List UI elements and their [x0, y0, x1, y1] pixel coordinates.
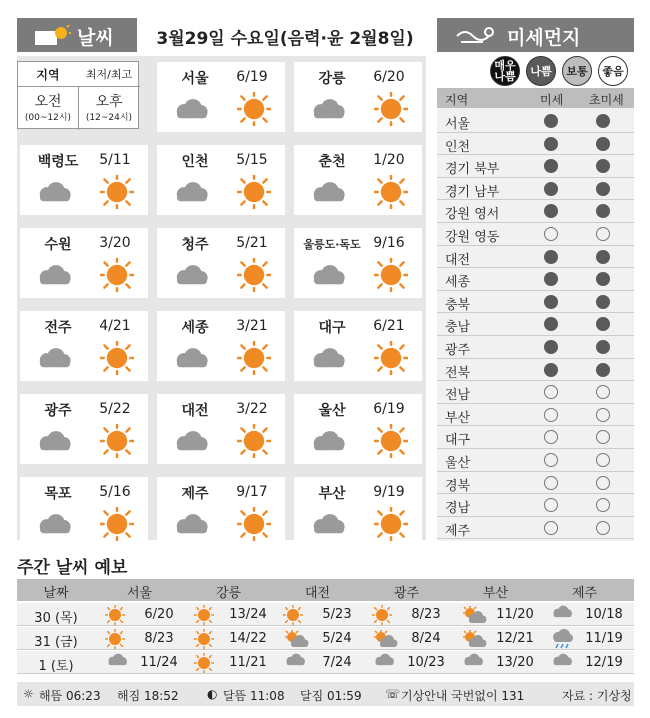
sun-icon — [100, 507, 134, 545]
dust-row — [437, 223, 634, 246]
weekly-cell — [362, 651, 451, 674]
city-temp: 5/11 — [99, 152, 131, 168]
sun-icon — [237, 424, 271, 462]
weekly-col-header: 강릉 — [215, 586, 242, 601]
dust-region: 부산 — [445, 410, 471, 426]
weekly-cell — [184, 627, 273, 650]
sun-icon — [374, 507, 408, 545]
dust-row — [437, 178, 634, 201]
sun-icon — [374, 424, 408, 462]
weekly-temp: 14/22 — [229, 631, 267, 646]
weekly-cell — [95, 627, 184, 650]
city-15 — [157, 477, 285, 547]
city-name: 전주 — [44, 320, 72, 336]
city-temp: 9/19 — [373, 484, 405, 500]
cloud-icon — [34, 264, 74, 290]
weekly-col-header: 서울 — [126, 586, 153, 601]
city-name: 울릉도·독도 — [303, 238, 361, 251]
cloud-icon — [34, 347, 74, 373]
pm10-dot — [544, 227, 558, 241]
dust-col-pm25: 초미세 — [589, 93, 624, 107]
city-temp: 6/20 — [373, 69, 405, 85]
weekly-row — [17, 603, 634, 626]
weather-title: 날씨 — [77, 27, 114, 49]
city-temp: 3/22 — [236, 401, 268, 417]
weekly-col-header: 날짜 — [43, 586, 69, 601]
cloud-icon — [34, 181, 74, 207]
weekly-temp: 11/24 — [140, 655, 178, 670]
cloud-icon — [308, 181, 348, 207]
weekly-cell — [451, 627, 540, 650]
cloud-icon — [171, 430, 211, 456]
weekly-temp: 12/21 — [496, 631, 534, 646]
city-temp: 4/21 — [99, 318, 131, 334]
pm25-dot — [596, 250, 610, 264]
dust-region: 광주 — [445, 343, 471, 358]
cloud-icon — [105, 653, 129, 670]
suncloud-icon — [372, 629, 398, 653]
city-3 — [157, 145, 285, 215]
pm25-dot — [596, 363, 610, 377]
dust-legend-item: 매우나쁨 — [490, 56, 520, 86]
sun-icon — [374, 341, 408, 379]
dust-region: 대전 — [445, 252, 471, 268]
sunrise-icon: ☼ — [23, 687, 34, 701]
pm25-dot — [596, 227, 610, 241]
cloud-icon — [283, 653, 307, 670]
city-temp: 5/22 — [99, 401, 131, 417]
phone-text: 기상안내 국번없이 131 — [401, 689, 525, 703]
dust-region: 제주 — [445, 523, 471, 539]
city-4 — [294, 145, 422, 215]
weekly-header — [17, 579, 634, 601]
dust-region: 강원 영서 — [445, 207, 500, 223]
sun-icon — [100, 341, 134, 379]
dust-row — [437, 517, 634, 540]
dust-row — [437, 381, 634, 404]
city-7 — [294, 228, 422, 298]
pm25-dot — [596, 453, 610, 467]
cloud-icon — [171, 264, 211, 290]
weekly-cell — [362, 603, 451, 626]
dust-region: 경기 남부 — [445, 184, 500, 200]
cloud-icon — [550, 605, 574, 622]
pm25-dot — [596, 430, 610, 444]
dust-row — [437, 133, 634, 156]
weekly-row — [17, 651, 634, 674]
weekly-date: 31 (금) — [34, 635, 78, 650]
dust-row — [437, 246, 634, 269]
weekly-title: 주간 날씨 예보 — [17, 558, 128, 578]
dust-legend-item: 좋음 — [598, 56, 628, 86]
dust-col-region: 지역 — [445, 93, 469, 107]
suncloud-icon — [461, 629, 487, 653]
city-temp: 5/15 — [236, 152, 268, 168]
weather-header — [17, 18, 137, 52]
dust-row — [437, 472, 634, 495]
dust-row — [437, 449, 634, 472]
legend-minmax: 최저/최고 — [85, 68, 133, 81]
cloud-icon — [308, 347, 348, 373]
pm25-dot — [596, 114, 610, 128]
dust-row — [437, 359, 634, 382]
weekly-row — [17, 627, 634, 650]
weekly-temp: 8/23 — [411, 607, 441, 622]
pm10-dot — [544, 476, 558, 490]
sun-icon — [194, 653, 214, 677]
weekly-temp: 10/23 — [407, 655, 445, 670]
dust-region: 서울 — [445, 117, 471, 132]
city-name: 강릉 — [318, 71, 346, 87]
city-name: 제주 — [181, 486, 209, 502]
dust-col-pm10: 미세 — [540, 93, 564, 107]
sun-icon — [237, 341, 271, 379]
city-name: 광주 — [44, 403, 72, 419]
cloud-icon — [34, 513, 74, 539]
weekly-temp: 5/24 — [322, 631, 352, 646]
dust-region: 울산 — [445, 456, 471, 471]
pm25-dot — [596, 476, 610, 490]
dust-title: 미세먼지 — [507, 27, 581, 49]
date-label: 3월29일 수요일(음력·윤 2월8일) — [156, 29, 414, 49]
pm25-dot — [596, 182, 610, 196]
pm10-dot — [544, 453, 558, 467]
city-name: 목포 — [44, 486, 72, 502]
pm10-dot — [544, 182, 558, 196]
city-0 — [157, 62, 285, 132]
wind-icon — [455, 26, 495, 51]
dust-row — [437, 268, 634, 291]
cloud-icon — [171, 347, 211, 373]
weekly-temp: 5/23 — [322, 607, 352, 622]
pm25-dot — [596, 317, 610, 331]
dust-row — [437, 155, 634, 178]
sun-icon — [372, 605, 392, 629]
sun-icon — [100, 424, 134, 462]
pm10-dot — [544, 295, 558, 309]
pm10-dot — [544, 272, 558, 286]
city-name: 백령도 — [37, 154, 79, 170]
cloud-icon — [34, 430, 74, 456]
city-temp: 6/19 — [236, 69, 268, 85]
pm10-dot — [544, 250, 558, 264]
pm10-dot — [544, 385, 558, 399]
weekly-temp: 11/21 — [229, 655, 267, 670]
weekly-cell — [451, 651, 540, 674]
dust-region: 경남 — [445, 501, 471, 517]
weekly-cell — [362, 627, 451, 650]
pm25-dot — [596, 498, 610, 512]
sun-icon — [237, 258, 271, 296]
city-1 — [294, 62, 422, 132]
pm10-dot — [544, 159, 558, 173]
city-11 — [20, 394, 148, 464]
weekly-cell — [273, 627, 362, 650]
city-name: 수원 — [44, 237, 72, 253]
dust-row — [437, 336, 634, 359]
cloud-icon — [308, 98, 348, 124]
dust-region: 전남 — [445, 388, 471, 404]
sun-icon — [194, 605, 214, 629]
suncloud-icon — [283, 629, 309, 653]
city-name: 울산 — [318, 403, 346, 419]
weekly-cell — [95, 603, 184, 626]
sun-icon — [374, 258, 408, 296]
city-5 — [20, 228, 148, 298]
city-12 — [157, 394, 285, 464]
weekly-temp: 11/20 — [496, 607, 534, 622]
pm10-dot — [544, 340, 558, 354]
pm25-dot — [596, 159, 610, 173]
weekly-date: 30 (목) — [34, 611, 78, 626]
source-text: 자료 : 기상청 — [562, 689, 632, 703]
sunrise-text: 해뜸 06:23 — [39, 689, 101, 703]
weekly-cell — [184, 651, 273, 674]
dust-row — [437, 291, 634, 314]
dust-region: 강원 영동 — [445, 230, 500, 245]
sun-icon — [237, 507, 271, 545]
city-temp: 3/20 — [99, 235, 131, 251]
dust-row — [437, 313, 634, 336]
weekly-cell — [540, 651, 629, 674]
legend-am-sub: (00~12시) — [24, 113, 72, 123]
weekly-temp: 8/23 — [144, 631, 174, 646]
pm10-dot — [544, 114, 558, 128]
city-10 — [294, 311, 422, 381]
dust-table-header — [437, 88, 634, 108]
dust-region: 경북 — [445, 478, 471, 494]
city-6 — [157, 228, 285, 298]
sun-icon — [237, 175, 271, 213]
legend-region: 지역 — [36, 68, 60, 82]
city-temp: 9/17 — [236, 484, 268, 500]
city-8 — [20, 311, 148, 381]
dust-region: 경기 북부 — [445, 162, 500, 178]
city-temp: 6/21 — [373, 318, 405, 334]
dust-legend-item: 나쁨 — [526, 56, 556, 86]
weekly-temp: 8/24 — [411, 631, 441, 646]
weekly-temp: 6/20 — [144, 607, 174, 622]
sun-icon — [374, 92, 408, 130]
dust-region: 충남 — [445, 320, 471, 336]
dust-region: 충북 — [445, 297, 471, 313]
pm25-dot — [596, 340, 610, 354]
dust-row — [437, 404, 634, 427]
cloud-icon — [461, 653, 485, 670]
footer — [17, 682, 634, 706]
dust-legend — [490, 56, 635, 84]
rain-icon — [550, 629, 574, 653]
cloud-icon — [171, 513, 211, 539]
cloud-icon — [550, 653, 574, 670]
pm10-dot — [544, 317, 558, 331]
cloud-icon — [171, 98, 211, 124]
sun-icon — [237, 92, 271, 130]
dust-region: 대구 — [445, 433, 471, 449]
weekly-col-header: 제주 — [571, 586, 598, 601]
city-name: 대구 — [318, 320, 346, 336]
weekly-cell — [540, 627, 629, 650]
sunset-text: 해짐 18:52 — [117, 689, 179, 703]
sun-cloud-icon — [35, 25, 71, 52]
city-name: 부산 — [318, 486, 346, 502]
sun-icon — [374, 175, 408, 213]
weekly-col-header: 광주 — [393, 586, 420, 601]
pm25-dot — [596, 385, 610, 399]
weather-legend — [17, 61, 139, 129]
pm10-dot — [544, 430, 558, 444]
weekly-temp: 11/19 — [585, 631, 623, 646]
cloud-icon — [171, 181, 211, 207]
weekly-col-header: 부산 — [482, 586, 509, 601]
pm25-dot — [596, 408, 610, 422]
pm25-dot — [596, 204, 610, 218]
sun-icon — [283, 605, 303, 629]
weekly-cell — [273, 603, 362, 626]
weekly-cell — [273, 651, 362, 674]
dust-header — [437, 18, 634, 52]
dust-row — [437, 110, 634, 133]
weekly-temp: 10/18 — [585, 607, 623, 622]
city-14 — [20, 477, 148, 547]
dust-region: 전북 — [445, 365, 471, 381]
moon-icon: ◐ — [207, 687, 218, 701]
dust-row — [437, 426, 634, 449]
pm25-dot — [596, 272, 610, 286]
pm10-dot — [544, 204, 558, 218]
weekly-cell — [540, 603, 629, 626]
city-temp: 5/21 — [236, 235, 268, 251]
city-temp: 1/20 — [373, 152, 405, 168]
city-temp: 5/16 — [99, 484, 131, 500]
sun-icon — [100, 175, 134, 213]
city-temp: 3/21 — [236, 318, 268, 334]
dust-row — [437, 494, 634, 517]
cloud-icon — [372, 653, 396, 670]
sun-icon — [100, 258, 134, 296]
city-name: 인천 — [181, 154, 209, 170]
sun-icon — [194, 629, 214, 653]
weekly-date: 1 (토) — [38, 659, 74, 674]
weekly-cell — [184, 603, 273, 626]
pm25-dot — [596, 295, 610, 309]
cloud-icon — [308, 264, 348, 290]
city-name: 청주 — [181, 237, 209, 253]
pm25-dot — [596, 137, 610, 151]
weekly-cell — [451, 603, 540, 626]
city-13 — [294, 394, 422, 464]
pm25-dot — [596, 521, 610, 535]
dust-region: 세종 — [445, 275, 471, 291]
dust-region: 인천 — [445, 139, 471, 155]
pm10-dot — [544, 408, 558, 422]
city-16 — [294, 477, 422, 547]
weekly-temp: 13/24 — [229, 607, 267, 622]
pm10-dot — [544, 137, 558, 151]
sun-icon — [105, 629, 125, 653]
dust-row — [437, 200, 634, 223]
city-9 — [157, 311, 285, 381]
pm10-dot — [544, 363, 558, 377]
phone-icon: ☏ — [385, 687, 401, 701]
dust-legend-item: 보통 — [562, 56, 592, 86]
city-name: 서울 — [181, 71, 209, 87]
weekly-temp: 13/20 — [496, 655, 534, 670]
legend-pm-sub: (12~24시) — [85, 113, 133, 123]
city-name: 대전 — [181, 403, 209, 419]
city-2 — [20, 145, 148, 215]
weekly-temp: 12/19 — [585, 655, 623, 670]
cloud-icon — [308, 430, 348, 456]
legend-am: 오전 — [34, 94, 62, 110]
weekly-col-header: 대전 — [304, 586, 331, 601]
city-name: 춘천 — [318, 154, 346, 170]
cloud-icon — [308, 513, 348, 539]
legend-pm: 오후 — [95, 94, 123, 110]
city-temp: 9/16 — [373, 235, 405, 251]
moonrise-text: 달뜸 11:08 — [223, 689, 285, 703]
pm10-dot — [544, 521, 558, 535]
suncloud-icon — [461, 605, 487, 629]
pm10-dot — [544, 498, 558, 512]
city-temp: 6/19 — [373, 401, 405, 417]
weekly-cell — [95, 651, 184, 674]
weekly-temp: 7/24 — [322, 655, 352, 670]
sun-icon — [105, 605, 125, 629]
city-name: 세종 — [181, 320, 209, 336]
moonset-text: 달짐 01:59 — [300, 689, 362, 703]
